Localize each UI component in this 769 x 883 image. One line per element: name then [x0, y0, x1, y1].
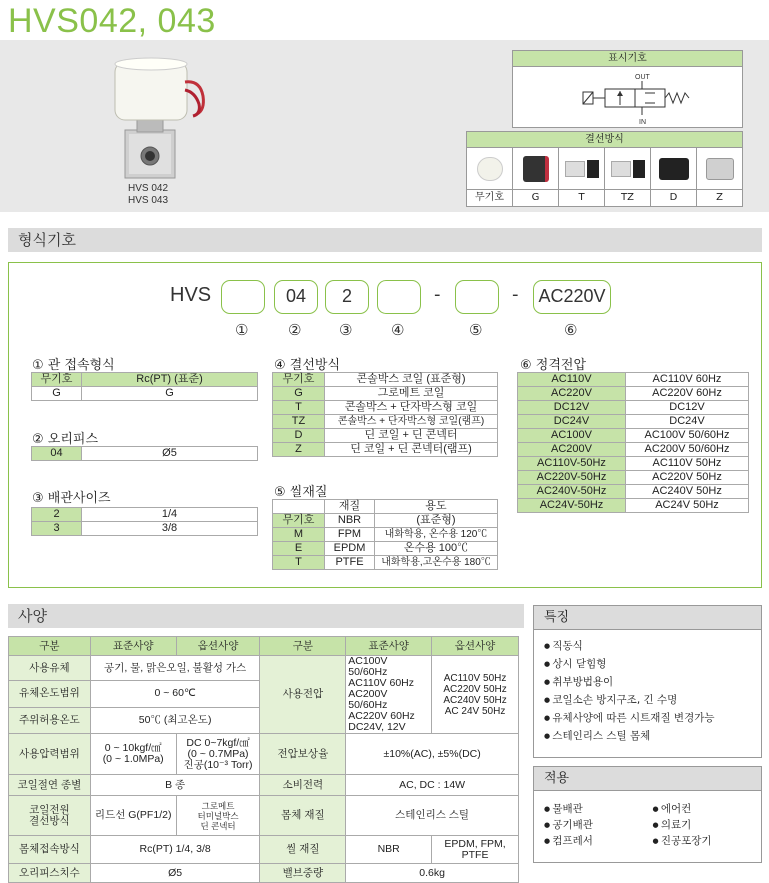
pipe-size-code: 2 — [32, 508, 82, 522]
connection-label-g: G — [513, 190, 559, 206]
list-item: ● 스테인리스 스틸 몸체 — [544, 727, 761, 745]
voltage-value: AC100V 50/60Hz — [626, 429, 749, 443]
spec-volt-opt — [432, 656, 519, 734]
voltage-value: AC110V 50Hz — [626, 457, 749, 471]
table-row — [9, 734, 519, 775]
connection-label-d: D — [651, 190, 697, 206]
seal-table — [272, 499, 498, 570]
seal-code: T — [273, 556, 325, 570]
spec-press-opt-line: (0 ~ 0.7MPa) — [187, 747, 249, 760]
model-prefix: HVS — [170, 284, 212, 306]
seal-material: FPM — [325, 528, 375, 542]
table-row — [273, 542, 498, 556]
wiring-desc: 딘 코일 + 딘 콘넥터(램프) — [325, 443, 498, 457]
wiring-desc: 콘솔박스 + 단자박스형 코일(램프) — [325, 415, 498, 429]
wiring-code: Z — [273, 443, 325, 457]
coil-t-image — [559, 148, 605, 189]
list-item: ● 에어컨 — [653, 801, 762, 817]
table-row — [518, 373, 749, 387]
table-row — [9, 864, 519, 883]
seal-header-material: 재질 — [325, 500, 375, 514]
spec-insul-value: B 종 — [90, 775, 260, 796]
pipe-size-value: 1/4 — [82, 508, 258, 522]
model-dash-1: - — [434, 284, 441, 305]
spec-coil-opt-line: 그로메트 — [201, 800, 235, 811]
pipe-size-table — [31, 507, 258, 536]
spec-volt-std-item: AC220V 60Hz — [348, 710, 415, 722]
list-item: ● 코일소손 방지구조, 긴 수명 — [544, 691, 761, 709]
spec-volt-opt-item: AC110V 50Hz — [443, 672, 507, 684]
spec-seal-label: 씰 재질 — [260, 836, 346, 864]
table-row — [273, 500, 498, 514]
spec-port-label: 몸체접속방식 — [9, 836, 91, 864]
spec-seal-opt-line: EPDM, FPM, — [444, 837, 506, 850]
table-row — [32, 508, 258, 522]
valve-product-image — [105, 52, 215, 182]
table-row — [273, 387, 498, 401]
table-row — [518, 415, 749, 429]
table-row — [518, 499, 749, 513]
connection-labels — [467, 190, 742, 206]
applications-box — [533, 766, 762, 863]
voltage-code: DC24V — [518, 415, 626, 429]
spec-volt-std-item: DC24V, 12V — [348, 721, 406, 733]
list-item: ● 컴프레서 — [544, 833, 653, 849]
spec-insul-label: 코일절연 종별 — [9, 775, 91, 796]
model-slot-6: AC220V — [533, 280, 611, 314]
connection-box — [466, 131, 743, 207]
voltage-value: AC220V 60Hz — [626, 387, 749, 401]
list-item: ● 의료기 — [653, 817, 762, 833]
seal-material: EPDM — [325, 542, 375, 556]
seal-material: PTFE — [325, 556, 375, 570]
features-list — [534, 630, 761, 745]
voltage-code: AC100V — [518, 429, 626, 443]
spec-press-std-line: (0 ~ 1.0MPa) — [102, 753, 164, 765]
spec-coil-label-line: 결선방식 — [29, 814, 70, 827]
spec-volt-opt-item: AC 24V 50Hz — [444, 705, 506, 717]
spec-coil-label-line: 코일전원 — [29, 803, 70, 816]
voltage-title: ⑥ 정격전압 — [520, 358, 587, 373]
list-item: ● 직동식 — [544, 637, 761, 655]
spec-port-value: Rc(PT) 1/4, 3/8 — [90, 836, 260, 864]
spec-h-opt: 옵션사양 — [176, 637, 260, 656]
pipe-conn-code: G — [32, 387, 82, 401]
list-item: ● 유체사양에 따른 시트재질 변경가능 — [544, 709, 761, 727]
table-row — [518, 457, 749, 471]
spec-volt-opt-item: AC220V 50Hz — [443, 683, 507, 695]
pipe-size-title: ③ 배관사이즈 — [32, 491, 111, 506]
connection-label-z: Z — [716, 192, 723, 203]
seal-use: (표준형) — [375, 514, 498, 528]
connection-title: 결선방식 — [467, 132, 742, 148]
spec-coil-opt-line: 터미널박스 — [197, 810, 239, 821]
table-row — [518, 429, 749, 443]
coil-z-image — [697, 148, 742, 189]
table-row — [518, 485, 749, 499]
voltage-value: DC24V — [626, 415, 749, 429]
model-num-2: ② — [288, 321, 302, 339]
spec-h-std-2: 표준사양 — [346, 637, 432, 656]
table-row — [518, 387, 749, 401]
table-row — [273, 415, 498, 429]
pipe-conn-title: ① 관 접속형식 — [32, 358, 115, 373]
spec-orf-value: Ø5 — [90, 864, 260, 883]
coil-tz-image — [605, 148, 651, 189]
voltage-value: DC12V — [626, 401, 749, 415]
model-num-1: ① — [235, 321, 249, 339]
wiring-code: TZ — [273, 415, 325, 429]
model-num-4: ④ — [391, 321, 405, 339]
spec-press-label: 사용압력범위 — [9, 734, 91, 775]
table-row — [273, 429, 498, 443]
voltage-code: AC110V — [518, 373, 626, 387]
spec-coil-opt — [176, 796, 260, 836]
pipe-conn-code: 무기호 — [32, 373, 82, 387]
pipe-conn-desc: Rc(PT) (표준) — [82, 373, 258, 387]
voltage-value: AC240V 50Hz — [626, 485, 749, 499]
list-item: ● 취부방법용이 — [544, 673, 761, 691]
list-item: ● 상시 닫힘형 — [544, 655, 761, 673]
spec-body-label: 몸체 재질 — [260, 796, 346, 836]
spec-orf-label: 오리피스치수 — [9, 864, 91, 883]
section-model-title: 형식기호 — [8, 228, 762, 252]
wiring-desc: 콘솔박스 코일 (표준형) — [325, 373, 498, 387]
pipe-conn-desc: G — [82, 387, 258, 401]
spec-volt-std-item: AC100V 50/60Hz — [348, 655, 388, 678]
seal-material: NBR — [325, 514, 375, 528]
spec-volt-opt-item: AC240V 50Hz — [443, 694, 507, 706]
seal-header-code — [273, 500, 325, 514]
voltage-code: AC220V-50Hz — [518, 471, 626, 485]
product-caption — [128, 183, 168, 207]
spec-press-std — [90, 734, 176, 775]
spec-press-opt-line: DC 0~7kgf/㎠ — [186, 736, 250, 749]
pipe-size-code: 3 — [32, 522, 82, 536]
voltage-code: AC110V-50Hz — [518, 457, 626, 471]
seal-code: M — [273, 528, 325, 542]
spec-seal-opt — [432, 836, 519, 864]
voltage-code: AC240V-50Hz — [518, 485, 626, 499]
table-row — [9, 775, 519, 796]
table-row — [273, 514, 498, 528]
seal-code: 무기호 — [273, 514, 325, 528]
pipe-size-value: 3/8 — [82, 522, 258, 536]
spec-h-opt-2: 옵션사양 — [432, 637, 519, 656]
spec-press-opt — [176, 734, 260, 775]
wiring-desc: 콘솔박스 + 단자박스형 코일 — [325, 401, 498, 415]
voltage-code: AC24V-50Hz — [518, 499, 626, 513]
valve-symbol-diagram — [513, 67, 742, 127]
wiring-code: G — [273, 387, 325, 401]
table-row — [518, 401, 749, 415]
connection-images — [467, 148, 742, 190]
orifice-code: 04 — [32, 447, 82, 461]
model-slot-1 — [221, 280, 265, 314]
spec-volt-std-item: AC200V 50/60Hz — [348, 688, 388, 711]
spec-fluid-value: 공기, 물, 맑은오일, 불활성 가스 — [90, 656, 260, 681]
features-box — [533, 605, 762, 758]
symbol-in-label: IN — [639, 119, 646, 126]
wiring-desc: 그로메트 코일 — [325, 387, 498, 401]
voltage-code: AC200V — [518, 443, 626, 457]
table-row — [273, 556, 498, 570]
wiring-code: D — [273, 429, 325, 443]
features-title: 특징 — [534, 606, 761, 630]
table-row — [518, 443, 749, 457]
seal-use: 내화학용, 온수용 120℃ — [375, 528, 498, 542]
table-row — [273, 528, 498, 542]
table-row — [9, 656, 519, 681]
spec-power-label: 소비전력 — [260, 775, 346, 796]
orifice-size: Ø5 — [82, 447, 258, 461]
seal-header-use: 용도 — [375, 500, 498, 514]
symbol-title: 표시기호 — [513, 51, 742, 67]
spec-power-value: AC, DC : 14W — [346, 775, 519, 796]
spec-press-std-line: 0 ~ 10kgf/㎠ — [104, 742, 162, 754]
table-row — [32, 522, 258, 536]
orifice-title: ② 오리피스 — [32, 432, 99, 447]
table-row — [32, 387, 258, 401]
voltage-value: AC220V 50Hz — [626, 471, 749, 485]
voltage-code: DC12V — [518, 401, 626, 415]
spec-volt-std-item: AC110V 60Hz — [348, 677, 414, 689]
spec-seal-opt-line: PTFE — [461, 848, 489, 861]
seal-use: 온수용 100℃ — [375, 542, 498, 556]
spec-ftemp-label: 유체온도범위 — [9, 681, 91, 707]
symbol-out-label: OUT — [635, 74, 650, 81]
section-spec-title: 사양 — [8, 604, 524, 628]
table-row — [273, 443, 498, 457]
connection-label-tz: TZ — [605, 190, 651, 206]
spec-press-opt-line: 진공(10⁻³ Torr) — [183, 758, 253, 771]
table-row — [518, 471, 749, 485]
spec-weight-label: 밸브중량 — [260, 864, 346, 883]
spec-h-std: 표준사양 — [90, 637, 176, 656]
voltage-value: AC24V 50Hz — [626, 499, 749, 513]
spec-table — [8, 636, 519, 883]
seal-title: ⑤ 씰재질 — [274, 485, 328, 500]
seal-code: E — [273, 542, 325, 556]
table-row — [32, 373, 258, 387]
table-row — [32, 447, 258, 461]
voltage-value: AC200V 50/60Hz — [626, 443, 749, 457]
spec-seal-std: NBR — [346, 836, 432, 864]
model-num-5: ⑤ — [469, 321, 483, 339]
spec-comp-value: ±10%(AC), ±5%(DC) — [346, 734, 519, 775]
spec-atemp-label: 주위허용온도 — [9, 707, 91, 733]
model-num-3: ③ — [339, 321, 353, 339]
voltage-value: AC110V 60Hz — [626, 373, 749, 387]
wiring-desc: 딘 코일 + 딘 콘넥터 — [325, 429, 498, 443]
applications-list — [534, 791, 761, 849]
spec-body-value: 스테인리스 스틸 — [346, 796, 519, 836]
symbol-box — [512, 50, 743, 128]
seal-use: 내화학용,고온수용 180℃ — [375, 556, 498, 570]
list-item: ● 진공포장기 — [653, 833, 762, 849]
spec-coil-std: 리드선 G(PF1/2) — [90, 796, 176, 836]
connection-label-t: T — [559, 190, 605, 206]
spec-atemp-value: 50℃ (최고온도) — [90, 707, 260, 733]
table-row — [9, 796, 519, 836]
model-dash-2: - — [512, 284, 519, 305]
table-row — [9, 637, 519, 656]
model-slot-5 — [455, 280, 499, 314]
voltage-table — [517, 372, 749, 513]
table-row — [9, 836, 519, 864]
spec-coil-opt-line: 딘 콘넥터 — [200, 820, 236, 831]
model-slot-2: 04 — [274, 280, 318, 314]
model-slot-4 — [377, 280, 421, 314]
spec-coil-label — [9, 796, 91, 836]
spec-h-gubun: 구분 — [9, 637, 91, 656]
pipe-conn-table — [31, 372, 258, 401]
model-num-6: ⑥ — [564, 321, 578, 339]
page-title: HVS042, 043 — [8, 2, 216, 40]
spec-h-gubun-2: 구분 — [260, 637, 346, 656]
spec-ftemp-value: 0 ~ 60℃ — [90, 681, 260, 707]
list-item: ● 공기배관 — [544, 817, 653, 833]
caption-042: HVS 042 — [128, 183, 169, 194]
spec-fluid-label: 사용유체 — [9, 656, 91, 681]
wiring-code: 무기호 — [273, 373, 325, 387]
table-row — [273, 401, 498, 415]
spec-weight-value: 0.6kg — [346, 864, 519, 883]
spec-comp-label: 전압보상율 — [260, 734, 346, 775]
coil-g-image — [513, 148, 559, 189]
wiring-table — [272, 372, 498, 457]
coil-std-image — [467, 148, 513, 189]
coil-d-image — [651, 148, 697, 189]
model-slot-3: 2 — [325, 280, 369, 314]
spec-volt-label: 사용전압 — [260, 656, 346, 734]
caption-043: HVS 043 — [128, 195, 169, 206]
spec-volt-std — [346, 656, 432, 734]
applications-title: 적용 — [534, 767, 761, 791]
wiring-title: ④ 결선방식 — [274, 358, 341, 373]
orifice-table — [31, 446, 258, 461]
connection-label-std: 무기호 — [467, 190, 513, 206]
voltage-code: AC220V — [518, 387, 626, 401]
list-item: ● 물배관 — [544, 801, 653, 817]
table-row — [273, 373, 498, 387]
wiring-code: T — [273, 401, 325, 415]
